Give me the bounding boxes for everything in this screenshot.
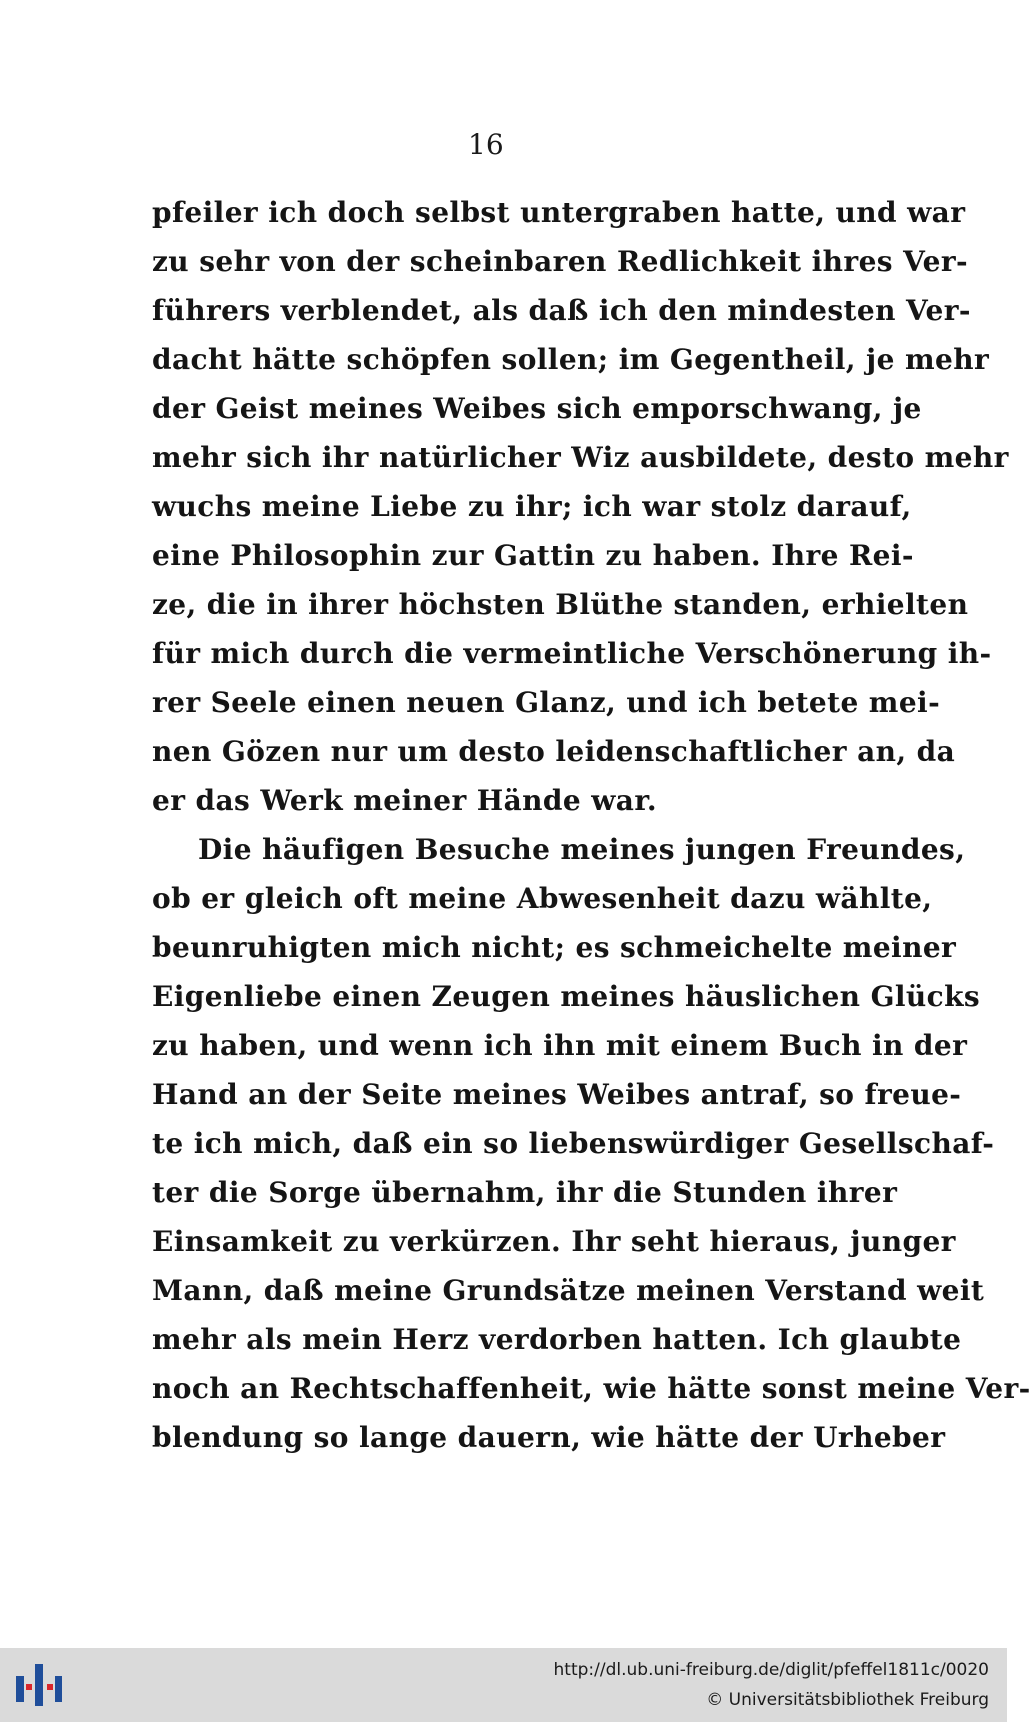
text-line: rer Seele einen neuen Glanz, und ich betete mei- [152,686,941,719]
text-line: für mich durch die vermeintliche Verschönerung ih- [152,637,992,670]
text-line: Hand an der Seite meines Weibes antraf, so freue- [152,1078,962,1111]
text-line: eine Philosophin zur Gattin zu haben. Ihre Rei- [152,539,914,572]
text-line: zu sehr von der scheinbaren Redlichkeit ihres Ver- [152,245,969,278]
text-line: noch an Rechtschaffenheit, wie hätte sonst meine Ver- [152,1372,1031,1405]
copyright-notice: © Universitätsbibliothek Freiburg [706,1690,989,1710]
source-url-link[interactable]: http://dl.ub.uni-freiburg.de/diglit/pfeffel1811c/0020 [553,1660,989,1680]
text-line: Mann, daß meine Grundsätze meinen Verstand weit [152,1274,985,1307]
text-line: Einsamkeit zu verkürzen. Ihr seht hieraus, junger [152,1225,956,1258]
logo-red-bar-left [26,1684,32,1690]
text-line: te ich mich, daß ein so liebenswürdiger Gesellschaf- [152,1127,995,1160]
university-library-logo-icon [14,1662,64,1708]
text-line: beunruhigten mich nicht; es schmeichelte meiner [152,931,957,964]
text-line: führers verblendet, als daß ich den mindesten Ver- [152,294,971,327]
text-line: wuchs meine Liebe zu ihr; ich war stolz darauf, [152,490,912,523]
text-line-paragraph-start: Die häufigen Besuche meines jungen Freundes, [198,833,966,866]
text-line: mehr als mein Herz verdorben hatten. Ich glaubte [152,1323,962,1356]
page-number: 16 [468,128,504,161]
text-line: der Geist meines Weibes sich emporschwang, je [152,392,922,425]
text-line: ter die Sorge übernahm, ihr die Stunden ihrer [152,1176,898,1209]
logo-red-bar-right [47,1684,53,1690]
text-line: Eigenliebe einen Zeugen meines häuslichen Glücks [152,980,981,1013]
text-line-paragraph-end: er das Werk meiner Hände war. [152,784,658,817]
text-line: mehr sich ihr natürlicher Wiz ausbildete, desto mehr [152,441,1009,474]
text-line: blendung so lange dauern, wie hätte der Urheber [152,1421,946,1454]
footer-bar [0,1648,1007,1722]
text-line: ze, die in ihrer höchsten Blüthe standen, erhielten [152,588,969,621]
text-line: ob er gleich oft meine Abwesenheit dazu wählte, [152,882,933,915]
logo-blue-bar-left [16,1676,24,1702]
page-text [152,188,1031,1462]
logo-blue-bar-right [55,1676,62,1702]
text-line: dacht hätte schöpfen sollen; im Gegentheil, je mehr [152,343,990,376]
logo-blue-bar-center [35,1664,43,1706]
text-line: pfeiler ich doch selbst untergraben hatte, und war [152,196,966,229]
text-line: zu haben, und wenn ich ihn mit einem Buch in der [152,1029,968,1062]
text-line: nen Gözen nur um desto leidenschaftlicher an, da [152,735,956,768]
